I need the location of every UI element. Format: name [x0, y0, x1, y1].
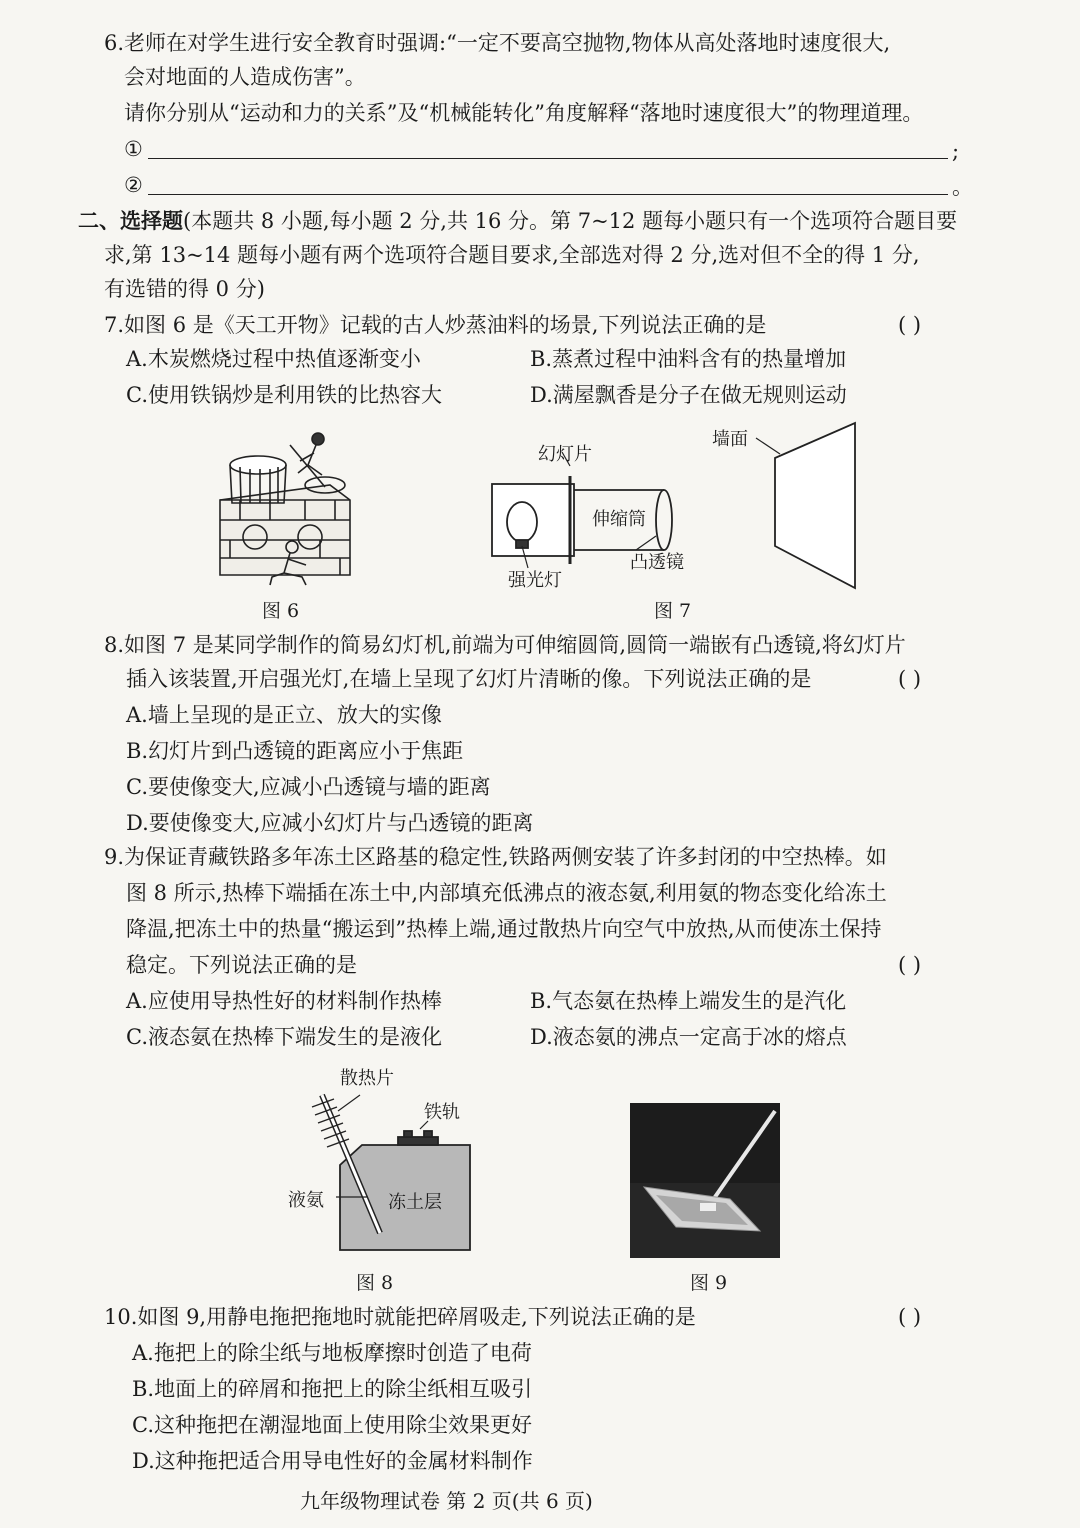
q6-blank1-label: ① — [124, 137, 143, 161]
q7-option-b[interactable]: B.蒸煮过程中油料含有的热量增加 — [530, 347, 847, 371]
q7-stem: 7.如图 6 是《天工开物》记载的古人炒蒸油料的场景,下列说法正确的是 — [104, 313, 767, 337]
fig7-slide-label: 幻灯片 — [538, 444, 592, 465]
q10-option-d[interactable]: D.这种拖把适合用导电性好的金属材料制作 — [132, 1449, 533, 1473]
q6-blank2-label: ② — [124, 173, 143, 197]
q9-line2: 图 8 所示,热棒下端插在冻土中,内部填充低沸点的液态氨,利用氨的物态变化给冻土 — [126, 881, 887, 905]
section2-intro-1: (本题共 8 小题,每小题 2 分,共 16 分。第 7~12 题每小题只有一个选项符合题目要 — [183, 209, 958, 233]
fig8-rail-label: 铁轨 — [424, 1102, 460, 1123]
figure-7-caption: 图 7 — [654, 600, 692, 622]
q7-option-a[interactable]: A.木炭燃烧过程中热值逐渐变小 — [126, 347, 421, 371]
q10-stem: 10.如图 9,用静电拖把拖地时就能把碎屑吸走,下列说法正确的是 — [104, 1305, 696, 1329]
figure-8-caption: 图 8 — [356, 1272, 394, 1294]
fig7-tube-label: 伸缩筒 — [592, 509, 646, 530]
q8-option-c[interactable]: C.要使像变大,应减小凸透镜与墙的距离 — [126, 775, 491, 799]
q8-option-d[interactable]: D.要使像变大,应减小幻灯片与凸透镜的距离 — [126, 811, 534, 835]
q8-line1: 8.如图 7 是某同学制作的简易幻灯机,前端为可伸缩圆筒,圆筒一端嵌有凸透镜,将幻灯片 — [104, 633, 906, 657]
q10-option-c[interactable]: C.这种拖把在潮湿地面上使用除尘效果更好 — [132, 1413, 532, 1437]
fig7-wall-label: 墙面 — [712, 429, 748, 450]
q8-option-b[interactable]: B.幻灯片到凸透镜的距离应小于焦距 — [126, 739, 464, 763]
fig8-fin-label: 散热片 — [340, 1068, 394, 1089]
fig7-lamp-label: 强光灯 — [508, 570, 562, 591]
q9-option-c[interactable]: C.液态氨在热棒下端发生的是液化 — [126, 1025, 442, 1049]
q9-line3: 降温,把冻土中的热量“搬运到”热棒上端,通过散热片向空气中放热,从而使冻土保持 — [126, 917, 882, 941]
figure-9-caption: 图 9 — [690, 1272, 728, 1294]
q9-line4: 稳定。下列说法正确的是 — [126, 953, 357, 977]
fig8-soil-label: 冻土层 — [388, 1192, 442, 1213]
q9-option-a[interactable]: A.应使用导热性好的材料制作热棒 — [126, 989, 442, 1013]
q8-answer-bracket[interactable]: ( ) — [898, 667, 922, 691]
fig8-ammonia-label: 液氨 — [288, 1190, 324, 1211]
q9-line1: 9.为保证青藏铁路多年冻土区路基的稳定性,铁路两侧安装了许多封闭的中空热棒。如 — [104, 845, 887, 869]
q10-option-b[interactable]: B.地面上的碎屑和拖把上的除尘纸相互吸引 — [132, 1377, 533, 1401]
q7-answer-bracket[interactable]: ( ) — [898, 313, 922, 337]
section2-intro-2: 求,第 13~14 题每小题有两个选项符合题目要求,全部选对得 2 分,选对但不全的得 1 分, — [104, 243, 920, 267]
answer-blank-1[interactable] — [148, 158, 948, 159]
q7-option-c[interactable]: C.使用铁锅炒是利用铁的比热容大 — [126, 383, 442, 407]
q10-answer-bracket[interactable]: ( ) — [898, 1305, 922, 1329]
q6-line3: 请你分别从“运动和力的关系”及“机械能转化”角度解释“落地时速度很大”的物理道理。 — [124, 101, 924, 125]
q6-line1: 6.老师在对学生进行安全教育时强调:“一定不要高空抛物,物体从高处落地时速度很大, — [104, 31, 891, 55]
figure-6-illustration — [210, 425, 360, 590]
section2-header-line1 — [78, 206, 957, 236]
q9-option-b[interactable]: B.气态氨在热棒上端发生的是汽化 — [530, 989, 847, 1013]
q7-option-d[interactable]: D.满屋飘香是分子在做无规则运动 — [530, 383, 847, 407]
q6-line2: 会对地面的人造成伤害”。 — [124, 65, 366, 89]
page-footer: 九年级物理试卷 第 2 页(共 6 页) — [300, 1489, 593, 1513]
figure-8-diagram — [300, 1085, 490, 1255]
figure-6-caption: 图 6 — [262, 600, 300, 622]
section2-heading: 二、选择题 — [78, 208, 183, 233]
answer-blank-2[interactable] — [148, 194, 948, 195]
q8-line2: 插入该装置,开启强光灯,在墙上呈现了幻灯片清晰的像。下列说法正确的是 — [126, 667, 812, 691]
q6-blank1-end: ; — [952, 139, 960, 163]
fig7-lens-label: 凸透镜 — [630, 552, 684, 573]
q9-option-d[interactable]: D.液态氨的沸点一定高于冰的熔点 — [530, 1025, 847, 1049]
q8-option-a[interactable]: A.墙上呈现的是正立、放大的实像 — [126, 703, 442, 727]
q6-blank2-end: 。 — [952, 175, 973, 199]
figure-9-photo — [630, 1103, 780, 1258]
section2-intro-3: 有选错的得 0 分) — [104, 277, 265, 301]
q9-answer-bracket[interactable]: ( ) — [898, 953, 922, 977]
q10-option-a[interactable]: A.拖把上的除尘纸与地板摩擦时创造了电荷 — [132, 1341, 532, 1365]
